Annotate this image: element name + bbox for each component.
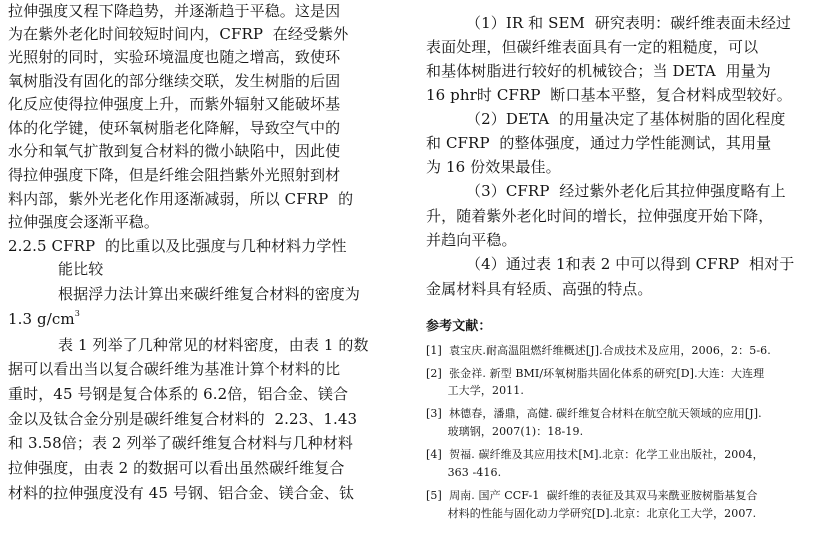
- references-title: 参考文献：: [426, 319, 492, 334]
- body-line: 根据浮力法计算出来碳纤维复合材料的密度为: [58, 285, 361, 303]
- conclusion-line: （2）DETA 的用量决定了基体树脂的固化程度: [466, 110, 786, 128]
- body-line: 得拉伸强度下降，但是纤维会阻挡紫外光照射到材: [8, 166, 341, 184]
- conclusion-line: （3）CFRP 经过紫外老化后其拉伸强度略有上: [466, 182, 786, 200]
- reference-item: [2] 张金祥. 新型 BMI/环氧树脂共固化体系的研究[D].大连：大连理: [426, 367, 765, 380]
- reference-item: [4] 贺福. 碳纤维及其应用技术[M].北京：化学工业出版社，2004，: [426, 448, 764, 461]
- body-line: 为在紫外老化时间较短时间内，CFRP 在经受紫外: [8, 25, 349, 43]
- body-line: 水分和氧气扩散到复合材料的微小缺陷中，因此使: [8, 142, 341, 160]
- body-line: 光照射的同时，实验环境温度也随之增高，致使环: [8, 48, 341, 66]
- reference-item-cont: 材料的性能与固化动力学研究[D].北京：北京化工大学，2007.: [426, 507, 757, 520]
- body-line: 重时，45 号钢是复合体系的 6.2倍，铝合金、镁合: [8, 385, 349, 403]
- reference-item: [5] 周南. 国产 CCF-1 碳纤维的表征及其双马来酰亚胺树脂基复合: [426, 489, 758, 502]
- reference-item-cont: 363 -416.: [426, 466, 502, 479]
- section-heading: 2.2.5 CFRP 的比重以及比强度与几种材料力学性: [8, 237, 347, 255]
- body-line: 据可以看出当以复合碳纤维为基准计算个材料的比: [8, 360, 341, 378]
- conclusion-line: 16 phr时 CFRP 断口基本平整，复合材料成型较好。: [426, 86, 792, 104]
- conclusion-line: 和 CFRP 的整体强度，通过力学性能测试，其用量: [426, 134, 772, 152]
- body-line: 拉伸强度，由表 2 的数据可以看出虽然碳纤维复合: [8, 459, 345, 477]
- section-heading-cont: 能比较: [58, 260, 104, 278]
- conclusion-line: 金属材料具有轻质、高强的特点。: [426, 280, 653, 298]
- density-superscript: 3: [74, 309, 80, 318]
- reference-item-cont: 玻璃钢，2007(1)：18-19.: [426, 425, 584, 438]
- conclusion-line: （1）IR 和 SEM 研究表明：碳纤维表面未经过: [466, 14, 792, 32]
- conclusion-line: 升，随着紫外老化时间的增长，拉伸强度开始下降，: [426, 207, 774, 225]
- conclusion-line: 和基体树脂进行较好的机械铰合；当 DETA 用量为: [426, 62, 771, 80]
- body-line: 和 3.58倍；表 2 列举了碳纤维复合材料与几种材料: [8, 434, 353, 452]
- reference-item: [3] 林德春，潘鼎，高健. 碳纤维复合材料在航空航天领域的应用[J].: [426, 407, 762, 420]
- density-text: 1.3 g/cm: [8, 310, 75, 328]
- conclusion-line: 并趋向平稳。: [426, 231, 517, 249]
- body-line: 体的化学键，使环氧树脂老化降解，导致空气中的: [8, 119, 341, 137]
- reference-item: [1] 袁宝庆.耐高温阻燃纤维概述[J].合成技术及应用，2006，2：5-6.: [426, 344, 771, 357]
- body-line: 拉伸强度又程下降趋势，并逐渐趋于平稳。这是因: [8, 2, 341, 20]
- reference-item-cont: 工大学，2011.: [426, 384, 524, 397]
- body-line: 料内部，紫外光老化作用逐渐减弱，所以 CFRP 的: [8, 190, 354, 208]
- body-line: 拉伸强度会逐渐平稳。: [8, 213, 160, 231]
- conclusion-line: 为 16 份效果最佳。: [426, 158, 561, 176]
- body-line: 氧树脂没有固化的部分继续交联，发生树脂的后固: [8, 72, 341, 90]
- density-line: [8, 308, 80, 330]
- conclusion-line: （4）通过表 1和表 2 中可以得到 CFRP 相对于: [466, 255, 795, 273]
- body-line: 化反应使得拉伸强度上升，而紫外辐射又能破坏基: [8, 95, 341, 113]
- body-line: 金以及钛合金分别是碳纤维复合材料的 2.23、1.43: [8, 410, 358, 428]
- body-line: 表 1 列举了几种常见的材料密度，由表 1 的数: [58, 336, 369, 354]
- body-line: 材料的拉伸强度没有 45 号钢、铝合金、镁合金、钛: [8, 484, 355, 502]
- conclusion-line: 表面处理，但碳纤维表面具有一定的粗糙度，可以: [426, 38, 759, 56]
